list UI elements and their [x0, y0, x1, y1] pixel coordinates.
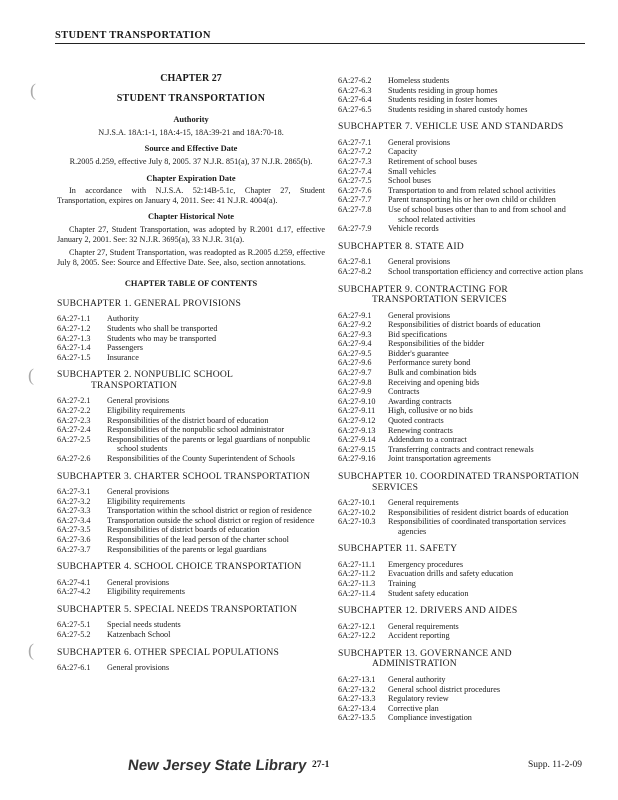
section-title: General provisions	[107, 577, 170, 587]
subchapter-title: SUBCHAPTER 5. SPECIAL NEEDS TRANSPORTATION	[57, 603, 298, 615]
section-number: 6A:27-9.12	[338, 416, 376, 426]
section-number: 6A:27-7.3	[338, 157, 372, 167]
section-number: 6A:27-2.5	[57, 434, 91, 444]
section-title: General provisions	[388, 137, 451, 147]
section-title: School transportation efficiency and corrective action plans	[388, 266, 583, 276]
section-entry	[57, 353, 325, 363]
subchapter-title: SUBCHAPTER 6. OTHER SPECIAL POPULATIONS	[57, 646, 279, 658]
section-entry	[338, 498, 588, 508]
section-entry	[57, 663, 325, 673]
section-title: General school district procedures	[388, 684, 501, 694]
section-title: Corrective plan	[388, 703, 439, 713]
section-title: Transportation outside the school district or region of residence	[107, 515, 315, 525]
subchapter-heading	[338, 242, 588, 253]
section-entry	[338, 267, 588, 277]
subchapter-heading	[338, 472, 588, 493]
note-heading: Authority	[173, 115, 209, 125]
section-entry	[57, 343, 325, 353]
subchapter-title: SUBCHAPTER 8. STATE AID	[338, 240, 464, 252]
section-number: 6A:27-2.6	[57, 453, 91, 463]
section-entry	[338, 157, 588, 167]
section-title: General provisions	[388, 310, 451, 320]
section-title: Authority	[107, 314, 139, 324]
section-title: Responsibilities of the parents or legal guardians of nonpublic school students	[107, 434, 311, 454]
section-number: 6A:27-8.1	[338, 257, 372, 267]
section-title: Students residing in shared custody homes	[388, 104, 528, 114]
note-text: N.J.S.A. 18A:1-1, 18A:4-15, 18A:39-21 and 18A:70-18.	[98, 127, 284, 137]
continued-section-list	[338, 76, 588, 114]
section-title: Eligibility requirements	[107, 587, 185, 597]
section-number: 6A:27-8.2	[338, 266, 372, 276]
section-entry	[338, 86, 588, 96]
section-title: Responsibilities of the nonpublic school administrator	[107, 425, 285, 435]
section-title: Homeless students	[388, 76, 450, 85]
section-entry	[338, 167, 588, 177]
section-title: Students who shall be transported	[107, 324, 218, 333]
running-head: STUDENT TRANSPORTATION	[55, 30, 211, 41]
section-number: 6A:27-3.1	[57, 487, 91, 497]
section-entry	[338, 320, 588, 330]
subchapter-title-cont: TRANSPORTATION	[91, 379, 178, 391]
chapter-number: CHAPTER 27	[160, 73, 222, 84]
section-title: Awarding contracts	[388, 396, 452, 406]
section-title: Responsibilities of resident district boards of education	[388, 507, 569, 517]
section-number: 6A:27-7.8	[338, 205, 372, 215]
header-rule	[55, 43, 585, 44]
section-entry	[338, 569, 588, 579]
section-number: 6A:27-3.2	[57, 496, 91, 506]
subchapter-title-cont: SERVICES	[372, 481, 419, 493]
section-number: 6A:27-1.5	[57, 352, 91, 362]
section-entry	[57, 406, 325, 416]
section-title: Responsibilities of the lead person of the charter school	[107, 535, 289, 544]
section-title: Retirement of school buses	[388, 157, 477, 167]
section-number: 6A:27-9.13	[338, 425, 376, 435]
section-title: Small vehicles	[388, 166, 436, 176]
section-entry	[57, 435, 325, 454]
section-title: Responsibilities of the County Superintendent of Schools	[107, 453, 295, 463]
subchapter-heading	[57, 648, 325, 659]
note-heading: Source and Effective Date	[144, 144, 238, 154]
section-title: Use of school buses other than to and from school and school related activities	[388, 205, 566, 224]
subchapter-title-cont: ADMINISTRATION	[372, 658, 457, 670]
section-number: 6A:27-7.9	[338, 224, 372, 234]
subchapter-heading	[57, 370, 325, 391]
section-number: 6A:27-3.4	[57, 515, 91, 525]
subchapter-title: SUBCHAPTER 7. VEHICLE USE AND STANDARDS	[338, 121, 564, 133]
section-entry	[57, 425, 325, 435]
section-number: 6A:27-7.7	[338, 195, 372, 205]
section-title: Capacity	[388, 147, 418, 157]
section-number: 6A:27-12.2	[338, 631, 376, 641]
section-number: 6A:27-9.8	[338, 377, 372, 387]
right-column	[338, 76, 588, 723]
section-entry	[338, 406, 588, 416]
section-number: 6A:27-11.4	[338, 588, 376, 598]
subchapter-heading	[338, 285, 588, 306]
section-title: Responsibilities of district boards of education	[388, 320, 541, 330]
section-entry	[338, 622, 588, 632]
section-title: Contracts	[388, 387, 420, 397]
section-number: 6A:27-7.2	[338, 147, 372, 157]
section-entry	[338, 176, 588, 186]
section-title: Special needs students	[107, 620, 181, 630]
section-number: 6A:27-13.2	[338, 684, 376, 694]
section-number: 6A:27-9.14	[338, 435, 376, 445]
section-title: Students who may be transported	[107, 333, 217, 343]
section-entry	[338, 358, 588, 368]
note-text: Chapter 27, Student Transportation, was readopted as R.2005 d.259, effective July 8, 2005. See: Source and Effective Date. See, also, section annotations.	[57, 248, 325, 267]
section-title: Emergency procedures	[388, 559, 464, 569]
section-title: Evacuation drills and safety education	[388, 569, 514, 579]
section-number: 6A:27-7.4	[338, 166, 372, 176]
subchapter-title: SUBCHAPTER 2. NONPUBLIC SCHOOL	[57, 369, 234, 381]
section-entry	[57, 324, 325, 334]
subchapter-title: SUBCHAPTER 10. COORDINATED TRANSPORTATION	[338, 471, 580, 482]
section-entry	[338, 311, 588, 321]
section-title: Quoted contracts	[388, 416, 444, 426]
section-title: Joint transportation agreements	[388, 454, 491, 464]
section-entry	[338, 631, 588, 641]
note-heading: Chapter Expiration Date	[146, 173, 236, 183]
margin-mark: (	[28, 640, 34, 660]
section-number: 6A:27-10.2	[338, 507, 376, 517]
section-entry	[338, 195, 588, 205]
subchapter-heading	[57, 472, 325, 483]
section-title: Passengers	[107, 343, 143, 353]
supplement-date: Supp. 11-2-09	[528, 760, 583, 770]
section-title: General provisions	[107, 487, 170, 497]
left-column	[57, 70, 325, 673]
section-entry	[57, 487, 325, 497]
section-title: School buses	[388, 176, 431, 186]
section-title: Regulatory review	[388, 694, 449, 704]
section-entry	[338, 349, 588, 359]
section-entry	[338, 416, 588, 426]
section-entry	[57, 630, 325, 640]
section-title: Transportation to and from related school activities	[388, 185, 556, 195]
section-number: 6A:27-3.7	[57, 544, 91, 554]
subchapter-title: SUBCHAPTER 9. CONTRACTING FOR	[338, 283, 508, 295]
section-number: 6A:27-9.15	[338, 444, 376, 454]
section-title: Responsibilities of the parents or legal guardians	[107, 544, 267, 554]
subchapter-heading	[57, 562, 325, 573]
section-title: General provisions	[107, 396, 170, 406]
section-title: Bidder's guarantee	[388, 348, 449, 358]
section-entry	[57, 587, 325, 597]
section-entry	[338, 378, 588, 388]
section-number: 6A:27-9.2	[338, 320, 372, 330]
section-entry	[338, 589, 588, 599]
section-title: Transportation within the school district or region of residence	[107, 506, 312, 516]
note-text: In accordance with N.J.S.A. 52:14B-5.1c, Chapter 27, Student Transportation, expires on January 4, 2011. See: 41 N.J.R. 4004(a).	[57, 186, 325, 205]
section-title: Students residing in group homes	[388, 85, 498, 95]
section-number: 6A:27-9.11	[338, 406, 376, 416]
section-title: Compliance investigation	[388, 713, 472, 723]
section-entry	[338, 138, 588, 148]
section-title: Addendum to a contract	[388, 435, 467, 445]
section-number: 6A:27-1.3	[57, 333, 91, 343]
section-number: 6A:27-13.1	[338, 674, 376, 684]
section-title: Katzenbach School	[107, 629, 171, 639]
section-number: 6A:27-9.1	[338, 310, 372, 320]
section-entry	[338, 704, 588, 714]
note-heading: Chapter Historical Note	[148, 212, 234, 222]
section-entry	[338, 205, 588, 224]
section-title: Training	[388, 579, 416, 589]
section-entry	[338, 508, 588, 518]
section-entry	[57, 416, 325, 426]
section-title: General requirements	[388, 621, 459, 631]
section-title: Responsibilities of the bidder	[388, 339, 485, 349]
section-entry	[338, 105, 588, 115]
section-number: 6A:27-1.1	[57, 314, 91, 324]
section-entry	[57, 620, 325, 630]
section-title: Accident reporting	[388, 631, 450, 641]
section-number: 6A:27-1.4	[57, 343, 91, 353]
section-number: 6A:27-11.2	[338, 569, 376, 579]
section-entry	[338, 435, 588, 445]
section-number: 6A:27-9.3	[338, 329, 372, 339]
subchapter-title: SUBCHAPTER 11. SAFETY	[338, 543, 458, 555]
section-title: General authority	[388, 674, 446, 684]
margin-mark: (	[30, 80, 36, 100]
section-entry	[338, 330, 588, 340]
subchapter-heading	[57, 299, 325, 310]
section-number: 6A:27-9.10	[338, 396, 376, 406]
section-number: 6A:27-5.1	[57, 620, 91, 630]
section-title: Transferring contracts and contract renewals	[388, 444, 534, 454]
section-entry	[57, 506, 325, 516]
section-title: Performance surety bond	[388, 358, 471, 368]
section-title: Responsibilities of coordinated transportation services agencies	[388, 517, 566, 536]
section-entry	[57, 497, 325, 507]
section-number: 6A:27-9.5	[338, 348, 372, 358]
section-number: 6A:27-7.6	[338, 185, 372, 195]
section-title: Insurance	[107, 352, 139, 362]
section-entry	[57, 535, 325, 545]
section-title: General requirements	[388, 498, 459, 507]
section-entry	[57, 334, 325, 344]
subchapter-heading	[57, 605, 325, 616]
section-number: 6A:27-6.1	[57, 663, 91, 673]
section-number: 6A:27-3.5	[57, 525, 91, 535]
right-subchapter-list	[338, 122, 588, 723]
section-entry	[57, 454, 325, 464]
section-entry	[338, 339, 588, 349]
section-number: 6A:27-1.2	[57, 324, 91, 333]
section-number: 6A:27-3.3	[57, 506, 91, 516]
section-entry	[338, 397, 588, 407]
margin-mark: (	[28, 365, 34, 385]
section-title: Renewing contracts	[388, 425, 453, 435]
section-entry	[338, 224, 588, 234]
section-number: 6A:27-10.1	[338, 498, 376, 507]
library-stamp: New Jersey State Library	[126, 757, 308, 774]
page-number: 27-1	[312, 760, 330, 770]
section-number: 6A:27-7.1	[338, 137, 372, 147]
section-title: General provisions	[107, 663, 170, 673]
section-entry	[338, 579, 588, 589]
subchapter-heading	[338, 649, 588, 670]
section-entry	[338, 675, 588, 685]
section-entry	[338, 713, 588, 723]
section-entry	[338, 147, 588, 157]
left-subchapter-list	[57, 299, 325, 673]
section-number: 6A:27-4.1	[57, 577, 91, 587]
toc-heading: CHAPTER TABLE OF CONTENTS	[124, 279, 258, 289]
section-number: 6A:27-4.2	[57, 587, 91, 597]
section-entry	[338, 685, 588, 695]
section-entry	[338, 426, 588, 436]
section-entry	[57, 314, 325, 324]
subchapter-title: SUBCHAPTER 13. GOVERNANCE AND	[338, 647, 512, 659]
section-entry	[57, 545, 325, 555]
section-entry	[57, 516, 325, 526]
section-number: 6A:27-10.3	[338, 517, 376, 527]
chapter-notes	[57, 115, 325, 267]
section-number: 6A:27-7.5	[338, 176, 372, 186]
section-entry	[338, 368, 588, 378]
section-entry	[338, 257, 588, 267]
section-title: Eligibility requirements	[107, 496, 185, 506]
section-entry	[338, 560, 588, 570]
section-entry	[338, 186, 588, 196]
section-title: Eligibility requirements	[107, 405, 185, 415]
section-number: 6A:27-13.4	[338, 703, 376, 713]
section-entry	[57, 578, 325, 588]
section-entry	[338, 445, 588, 455]
section-title: Receiving and opening bids	[388, 377, 480, 387]
section-title: Bid specifications	[388, 329, 447, 339]
subchapter-title: SUBCHAPTER 3. CHARTER SCHOOL TRANSPORTATION	[57, 470, 311, 482]
section-title: High, collusive or no bids	[388, 406, 473, 416]
subchapter-title: SUBCHAPTER 1. GENERAL PROVISIONS	[57, 297, 242, 309]
section-title: Bulk and combination bids	[388, 368, 477, 378]
section-number: 6A:27-13.3	[338, 694, 376, 704]
note-text: R.2005 d.259, effective July 8, 2005. 37 N.J.R. 851(a), 37 N.J.R. 2865(b).	[69, 156, 313, 166]
section-number: 6A:27-9.16	[338, 454, 376, 464]
section-number: 6A:27-13.5	[338, 713, 376, 723]
section-entry	[338, 95, 588, 105]
section-title: Vehicle records	[388, 224, 439, 234]
section-number: 6A:27-9.4	[338, 339, 372, 349]
section-number: 6A:27-12.1	[338, 621, 376, 631]
section-number: 6A:27-9.7	[338, 368, 372, 378]
section-entry	[338, 694, 588, 704]
section-title: Responsibilities of district boards of education	[107, 525, 260, 535]
section-title: Parent transporting his or her own child or children	[388, 195, 556, 205]
subchapter-heading	[338, 122, 588, 133]
section-number: 6A:27-2.2	[57, 405, 91, 415]
section-entry	[57, 525, 325, 535]
section-title: General provisions	[388, 257, 451, 267]
section-number: 6A:27-6.5	[338, 104, 372, 114]
subchapter-title-cont: TRANSPORTATION SERVICES	[372, 294, 507, 305]
section-entry	[338, 517, 588, 536]
note-text: Chapter 27, Student Transportation, was adopted by R.2001 d.17, effective January 2, 2001. See: 32 N.J.R. 3695(a), 33 N.J.R. 31(a).	[57, 224, 325, 244]
section-entry	[338, 454, 588, 464]
section-number: 6A:27-3.6	[57, 535, 91, 544]
section-number: 6A:27-9.9	[338, 387, 372, 397]
section-title: Student safety education	[388, 588, 469, 598]
section-number: 6A:27-11.3	[338, 579, 376, 589]
section-number: 6A:27-2.4	[57, 425, 91, 435]
section-number: 6A:27-2.1	[57, 396, 91, 406]
section-number: 6A:27-6.3	[338, 85, 372, 95]
section-entry	[338, 76, 588, 86]
subchapter-heading	[338, 606, 588, 617]
section-number: 6A:27-6.4	[338, 95, 372, 105]
section-title: Responsibilities of the district board of education	[107, 415, 269, 425]
subchapter-title: SUBCHAPTER 12. DRIVERS AND AIDES	[338, 605, 518, 617]
subchapter-title: SUBCHAPTER 4. SCHOOL CHOICE TRANSPORTATION	[57, 561, 302, 573]
section-number: 6A:27-5.2	[57, 629, 91, 639]
section-number: 6A:27-2.3	[57, 415, 91, 425]
section-number: 6A:27-6.2	[338, 76, 372, 85]
section-entry	[338, 387, 588, 397]
section-number: 6A:27-9.6	[338, 358, 372, 368]
section-entry	[57, 396, 325, 406]
chapter-title: STUDENT TRANSPORTATION	[116, 92, 266, 104]
section-title: Students residing in foster homes	[388, 95, 498, 105]
subchapter-heading	[338, 544, 588, 555]
section-number: 6A:27-11.1	[338, 559, 376, 569]
